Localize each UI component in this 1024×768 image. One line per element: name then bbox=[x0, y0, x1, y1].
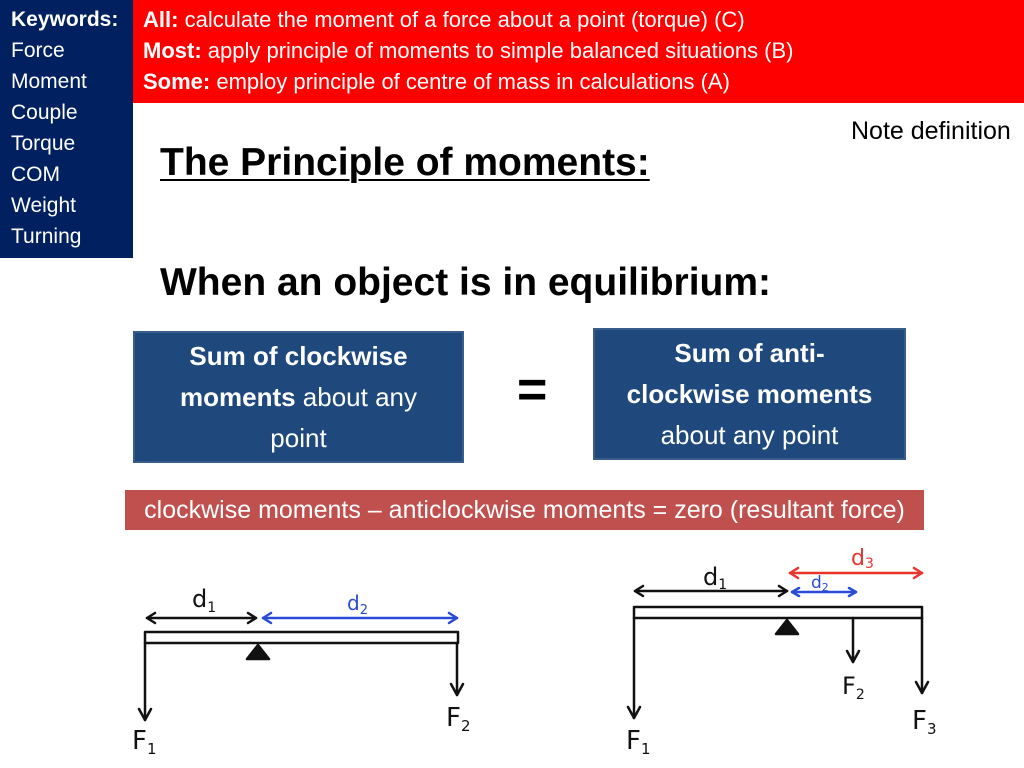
objective-line bbox=[143, 66, 1024, 97]
force-arrow-f2 bbox=[847, 618, 859, 662]
force-label-f2 bbox=[842, 672, 865, 703]
label-symbol: d bbox=[703, 563, 719, 591]
objective-text: calculate the moment of a force about a point (torque) (C) bbox=[184, 7, 745, 32]
objective-text: apply principle of moments to simple balanced situations (B) bbox=[207, 38, 794, 63]
beam bbox=[145, 632, 458, 643]
beam-diagrams bbox=[0, 540, 1024, 768]
force-label-f1 bbox=[132, 726, 157, 758]
objective-level: All: bbox=[143, 7, 179, 32]
equals-sign: = bbox=[517, 361, 548, 419]
note-definition: Note definition bbox=[851, 117, 1011, 145]
label-symbol: d bbox=[811, 573, 822, 593]
force-arrow-f1 bbox=[628, 618, 640, 718]
keyword-item: COM bbox=[11, 163, 60, 186]
keyword-item: Weight bbox=[11, 194, 76, 217]
keyword-item: Couple bbox=[11, 101, 78, 124]
label-subscript: 2 bbox=[821, 581, 829, 594]
keywords-title: Keywords: bbox=[11, 8, 119, 31]
force-label-f2 bbox=[446, 703, 471, 735]
force-arrow-f1 bbox=[139, 643, 151, 720]
label-subscript: 3 bbox=[926, 720, 937, 738]
keyword-item: Turning bbox=[11, 225, 82, 248]
objective-line bbox=[143, 35, 1024, 66]
objectives-banner bbox=[133, 0, 1024, 103]
box-bold-text: Sum of anti-clockwise moments bbox=[626, 337, 873, 409]
pivot-triangle bbox=[776, 620, 798, 634]
distance-arrow-d1 bbox=[147, 613, 256, 623]
keyword-item: Force bbox=[11, 39, 65, 62]
box-text bbox=[164, 336, 434, 459]
label-subscript: 1 bbox=[146, 740, 157, 758]
label-subscript: 2 bbox=[460, 717, 471, 735]
label-subscript: 3 bbox=[864, 556, 874, 572]
force-label-f3 bbox=[912, 706, 937, 738]
beam bbox=[634, 607, 922, 618]
box-bold-text: Sum of clockwise moments bbox=[179, 340, 408, 412]
box-plain-text: about any point bbox=[660, 419, 839, 450]
label-subscript: 2 bbox=[359, 603, 368, 618]
label-subscript: 1 bbox=[207, 600, 217, 616]
keyword-item: Torque bbox=[11, 132, 76, 155]
keywords-panel bbox=[0, 0, 133, 258]
label-symbol: d bbox=[347, 591, 360, 615]
objective-level: Some: bbox=[143, 69, 211, 94]
slide-subheading: When an object is in equilibrium: bbox=[160, 261, 772, 304]
slide-heading: The Principle of moments: bbox=[160, 141, 650, 184]
label-subscript: 1 bbox=[640, 740, 651, 758]
objective-line bbox=[143, 4, 1024, 35]
label-symbol: F bbox=[842, 672, 856, 700]
label-symbol: F bbox=[446, 703, 461, 733]
anticlockwise-moments-box bbox=[593, 328, 906, 460]
distance-label-d3 bbox=[851, 546, 874, 572]
keyword-item: Moment bbox=[11, 70, 87, 93]
force-arrow-f2 bbox=[451, 643, 463, 695]
diagram-left bbox=[132, 585, 471, 758]
distance-label-d1 bbox=[192, 585, 216, 616]
objective-text: employ principle of centre of mass in calculations (A) bbox=[216, 69, 730, 94]
box-plain-text: about any point bbox=[270, 381, 418, 453]
label-symbol: F bbox=[132, 726, 147, 756]
label-subscript: 1 bbox=[718, 577, 728, 593]
force-arrow-f3 bbox=[916, 618, 928, 693]
label-symbol: d bbox=[851, 546, 865, 571]
distance-label-d2 bbox=[811, 573, 829, 594]
distance-label-d2 bbox=[347, 591, 368, 618]
clockwise-moments-box bbox=[133, 331, 464, 463]
equation-banner: clockwise moments – anticlockwise moments = zero (resultant force) bbox=[125, 490, 924, 530]
diagram-right bbox=[626, 546, 937, 758]
force-label-f1 bbox=[626, 726, 651, 758]
label-symbol: d bbox=[192, 585, 208, 613]
distance-label-d1 bbox=[703, 563, 727, 593]
label-symbol: F bbox=[626, 726, 641, 756]
pivot-triangle bbox=[247, 645, 269, 659]
objective-level: Most: bbox=[143, 38, 202, 63]
label-subscript: 2 bbox=[855, 687, 865, 703]
label-symbol: F bbox=[912, 706, 927, 736]
box-text bbox=[620, 333, 880, 456]
